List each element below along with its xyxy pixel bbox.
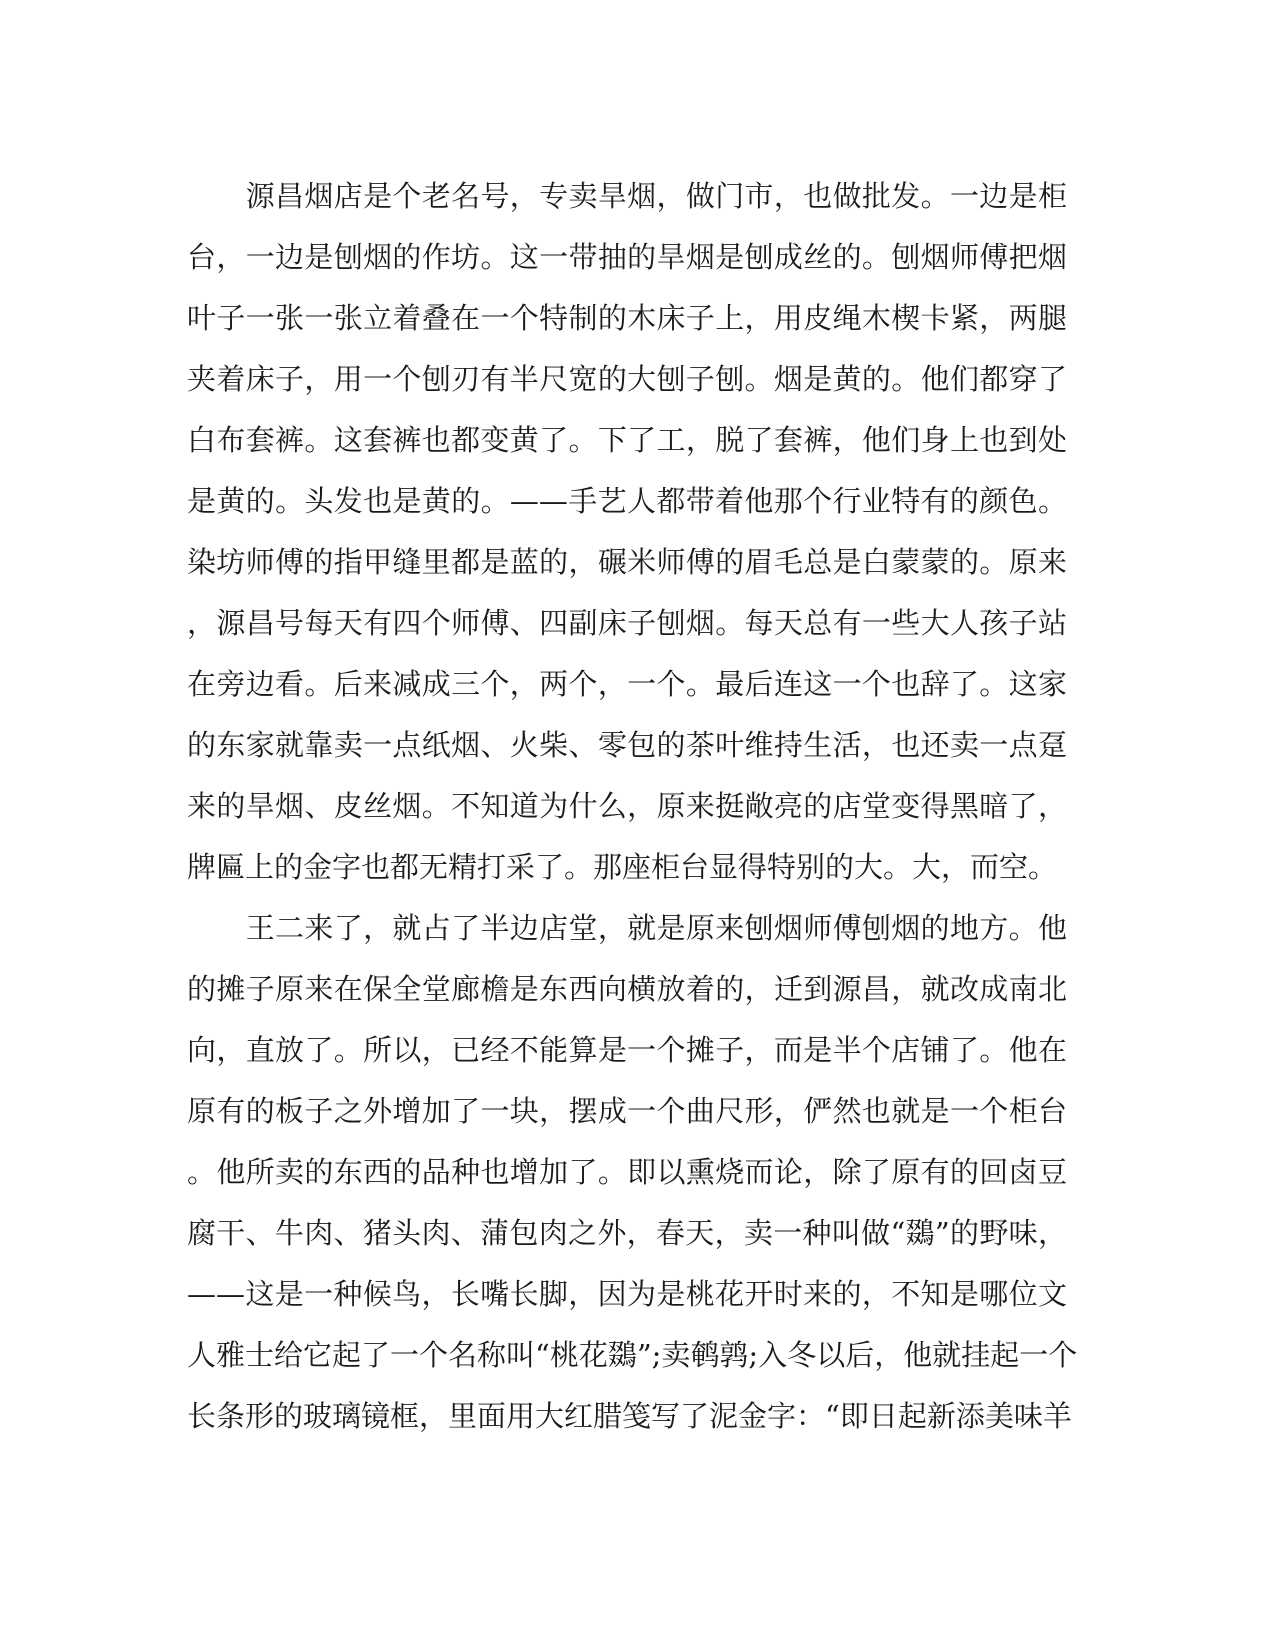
text-line: 叶子一张一张立着叠在一个特制的木床子上，用皮绳木楔卡紧，两腿	[187, 301, 1067, 335]
text-line: 牌匾上的金字也都无精打采了。那座柜台显得特别的大。大，而空。	[187, 850, 1058, 884]
body-text	[187, 166, 1078, 1447]
text-line: 台，一边是刨烟的作坊。这一带抽的旱烟是刨成丝的。刨烟师傅把烟	[187, 240, 1067, 274]
text-line: 长条形的玻璃镜框，里面用大红腊笺写了泥金字：“即日起新添美味羊	[187, 1399, 1072, 1433]
text-line: 源昌烟店是个老名号，专卖旱烟，做门市，也做批发。一边是柜	[187, 179, 1067, 213]
text-line: 王二来了，就占了半边店堂，就是原来刨烟师傅刨烟的地方。他	[187, 911, 1067, 945]
text-line: 腐干、牛肉、猪头肉、蒲包肉之外，春天，卖一种叫做“鵽”的野味，	[187, 1216, 1067, 1250]
text-line: ，源昌号每天有四个师傅、四副床子刨烟。每天总有一些大人孩子站	[187, 606, 1067, 640]
text-line: ——这是一种候鸟，长嘴长脚，因为是桃花开时来的，不知是哪位文	[187, 1277, 1067, 1311]
text-line: 染坊师傅的指甲缝里都是蓝的，碾米师傅的眉毛总是白蒙蒙的。原来	[187, 545, 1067, 579]
text-line: 原有的板子之外增加了一块，摆成一个曲尺形，俨然也就是一个柜台	[187, 1094, 1067, 1128]
text-line: 的摊子原来在保全堂廊檐是东西向横放着的，迁到源昌，就改成南北	[187, 972, 1067, 1006]
paragraph-2	[187, 898, 1078, 1447]
text-line: 来的旱烟、皮丝烟。不知道为什么，原来挺敞亮的店堂变得黑暗了，	[187, 789, 1067, 823]
text-line: 白布套裤。这套裤也都变黄了。下了工，脱了套裤，他们身上也到处	[187, 423, 1067, 457]
text-line: 夹着床子，用一个刨刃有半尺宽的大刨子刨。烟是黄的。他们都穿了	[187, 362, 1067, 396]
text-line: 在旁边看。后来减成三个，两个，一个。最后连这一个也辞了。这家	[187, 667, 1067, 701]
text-line: 。他所卖的东西的品种也增加了。即以熏烧而论，除了原有的回卤豆	[187, 1155, 1067, 1189]
text-line: 的东家就靠卖一点纸烟、火柴、零包的茶叶维持生活，也还卖一点趸	[187, 728, 1067, 762]
paragraph-1	[187, 166, 1067, 898]
text-line: 是黄的。头发也是黄的。——手艺人都带着他那个行业特有的颜色。	[187, 484, 1067, 518]
text-line: 人雅士给它起了一个名称叫“桃花鵽”;卖鹌鹑;入冬以后，他就挂起一个	[187, 1338, 1078, 1372]
text-line: 向，直放了。所以，已经不能算是一个摊子，而是半个店铺了。他在	[187, 1033, 1067, 1067]
